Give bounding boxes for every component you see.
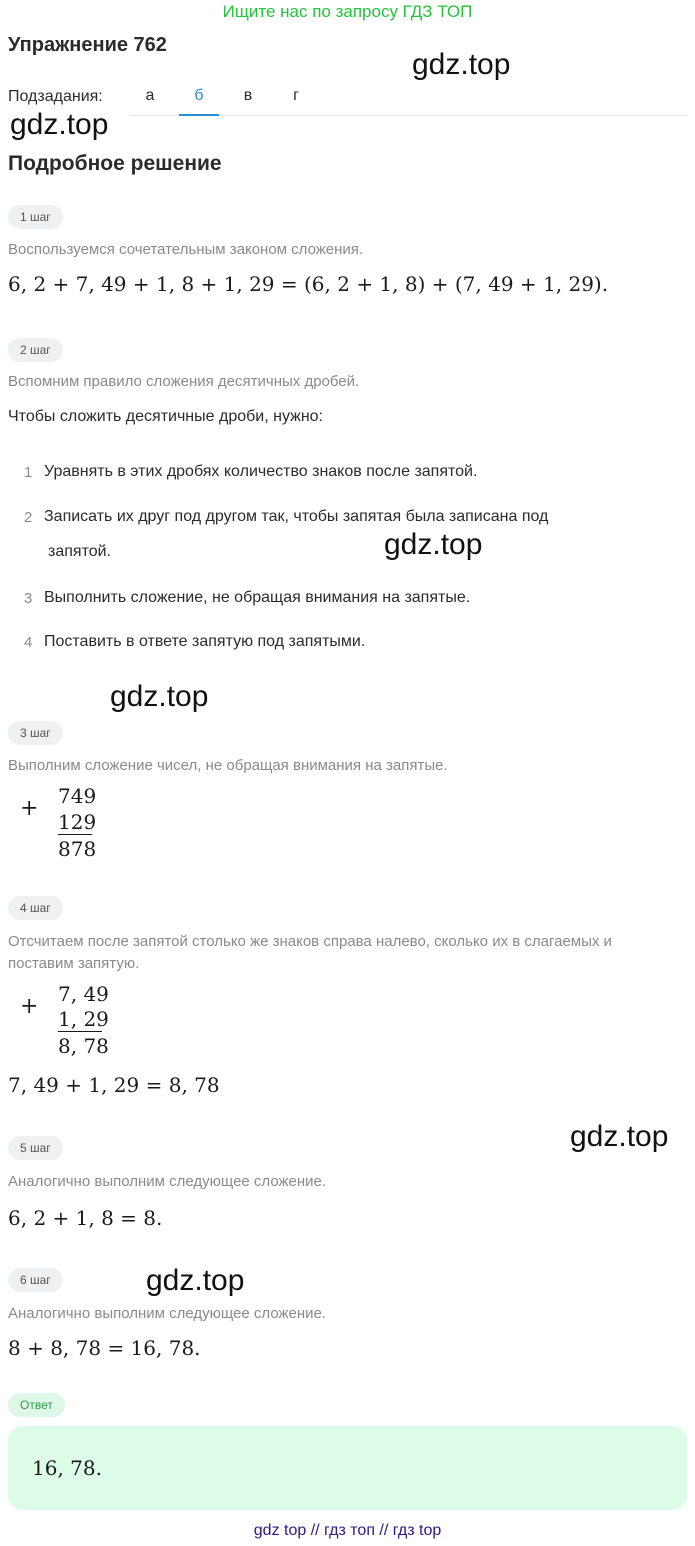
column-sum-line xyxy=(58,1031,102,1032)
subtasks-label: Подзадания: xyxy=(8,88,103,105)
column-addend: 129 xyxy=(58,810,97,834)
step-hint: Вспомним правило сложения десятичных дробей. xyxy=(8,373,360,390)
answer-badge: Ответ xyxy=(8,1393,65,1417)
step-badge: 6 шаг xyxy=(8,1268,63,1292)
solution-title: Подробное решение xyxy=(8,152,222,175)
subtask-tabs xyxy=(130,80,687,116)
tab-a[interactable]: а xyxy=(145,87,155,104)
watermark: gdz.top xyxy=(110,680,209,713)
list-item: Поставить в ответе запятую под запятыми. xyxy=(44,633,366,650)
step-formula: 6, 2 + 7, 49 + 1, 8 + 1, 29 = (6, 2 + 1, 8) + (7, 49 + 1, 29). xyxy=(8,272,609,296)
step-badge: 5 шаг xyxy=(8,1136,63,1160)
step-intro: Чтобы сложить десятичные дроби, нужно: xyxy=(8,408,324,425)
list-item-number: 2 xyxy=(24,509,33,526)
watermark: gdz.top xyxy=(10,108,109,141)
list-item-number: 4 xyxy=(24,634,33,651)
step-badge: 2 шаг xyxy=(8,338,63,362)
footer-links[interactable]: gdz top // гдз топ // гдз top xyxy=(253,1522,442,1539)
list-item-continuation: запятой. xyxy=(48,543,111,560)
step-hint: Аналогично выполним следующее сложение. xyxy=(8,1305,327,1322)
step-badge: 4 шаг xyxy=(8,896,63,920)
step-hint: Выполним сложение чисел, не обращая внимания на запятые. xyxy=(8,757,448,774)
plus-sign: + xyxy=(20,796,39,821)
step-hint: поставим запятую. xyxy=(8,955,140,972)
page-title: Упражнение 762 xyxy=(8,34,167,56)
step-hint: Аналогично выполним следующее сложение. xyxy=(8,1173,327,1190)
list-item: Уравнять в этих дробях количество знаков после запятой. xyxy=(44,463,478,480)
column-addend: 749 xyxy=(58,784,97,808)
answer-box xyxy=(8,1426,687,1510)
watermark: gdz.top xyxy=(384,528,483,561)
tab-v[interactable]: в xyxy=(243,87,253,104)
top-banner: Ищите нас по запросу ГДЗ ТОП xyxy=(222,2,473,21)
answer-value: 16, 78. xyxy=(32,1456,102,1480)
step-formula: 8 + 8, 78 = 16, 78. xyxy=(8,1336,201,1360)
watermark: gdz.top xyxy=(570,1120,669,1153)
list-item-number: 1 xyxy=(24,464,33,481)
list-item: Записать их друг под другом так, чтобы запятая была записана под xyxy=(44,508,549,525)
watermark: gdz.top xyxy=(412,48,511,81)
column-addend: 1, 29 xyxy=(58,1007,109,1031)
step-hint: Отсчитаем после запятой столько же знаков справа налево, сколько их в слагаемых и xyxy=(8,933,612,950)
list-item: Выполнить сложение, не обращая внимания на запятые. xyxy=(44,589,471,606)
step-badge: 1 шаг xyxy=(8,205,63,229)
list-item-number: 3 xyxy=(24,590,33,607)
step-formula: 6, 2 + 1, 8 = 8. xyxy=(8,1206,163,1230)
watermark: gdz.top xyxy=(146,1264,245,1297)
step-formula: 7, 49 + 1, 29 = 8, 78 xyxy=(8,1073,220,1097)
column-sum-line xyxy=(58,834,92,835)
tab-b[interactable]: б xyxy=(179,80,219,116)
column-addend: 7, 49 xyxy=(58,982,109,1006)
column-sum: 8, 78 xyxy=(58,1034,109,1058)
plus-sign: + xyxy=(20,994,39,1019)
step-hint: Воспользуемся сочетательным законом сложения. xyxy=(8,241,364,258)
column-sum: 878 xyxy=(58,837,97,861)
step-badge: 3 шаг xyxy=(8,721,63,745)
tab-g[interactable]: г xyxy=(293,87,299,104)
